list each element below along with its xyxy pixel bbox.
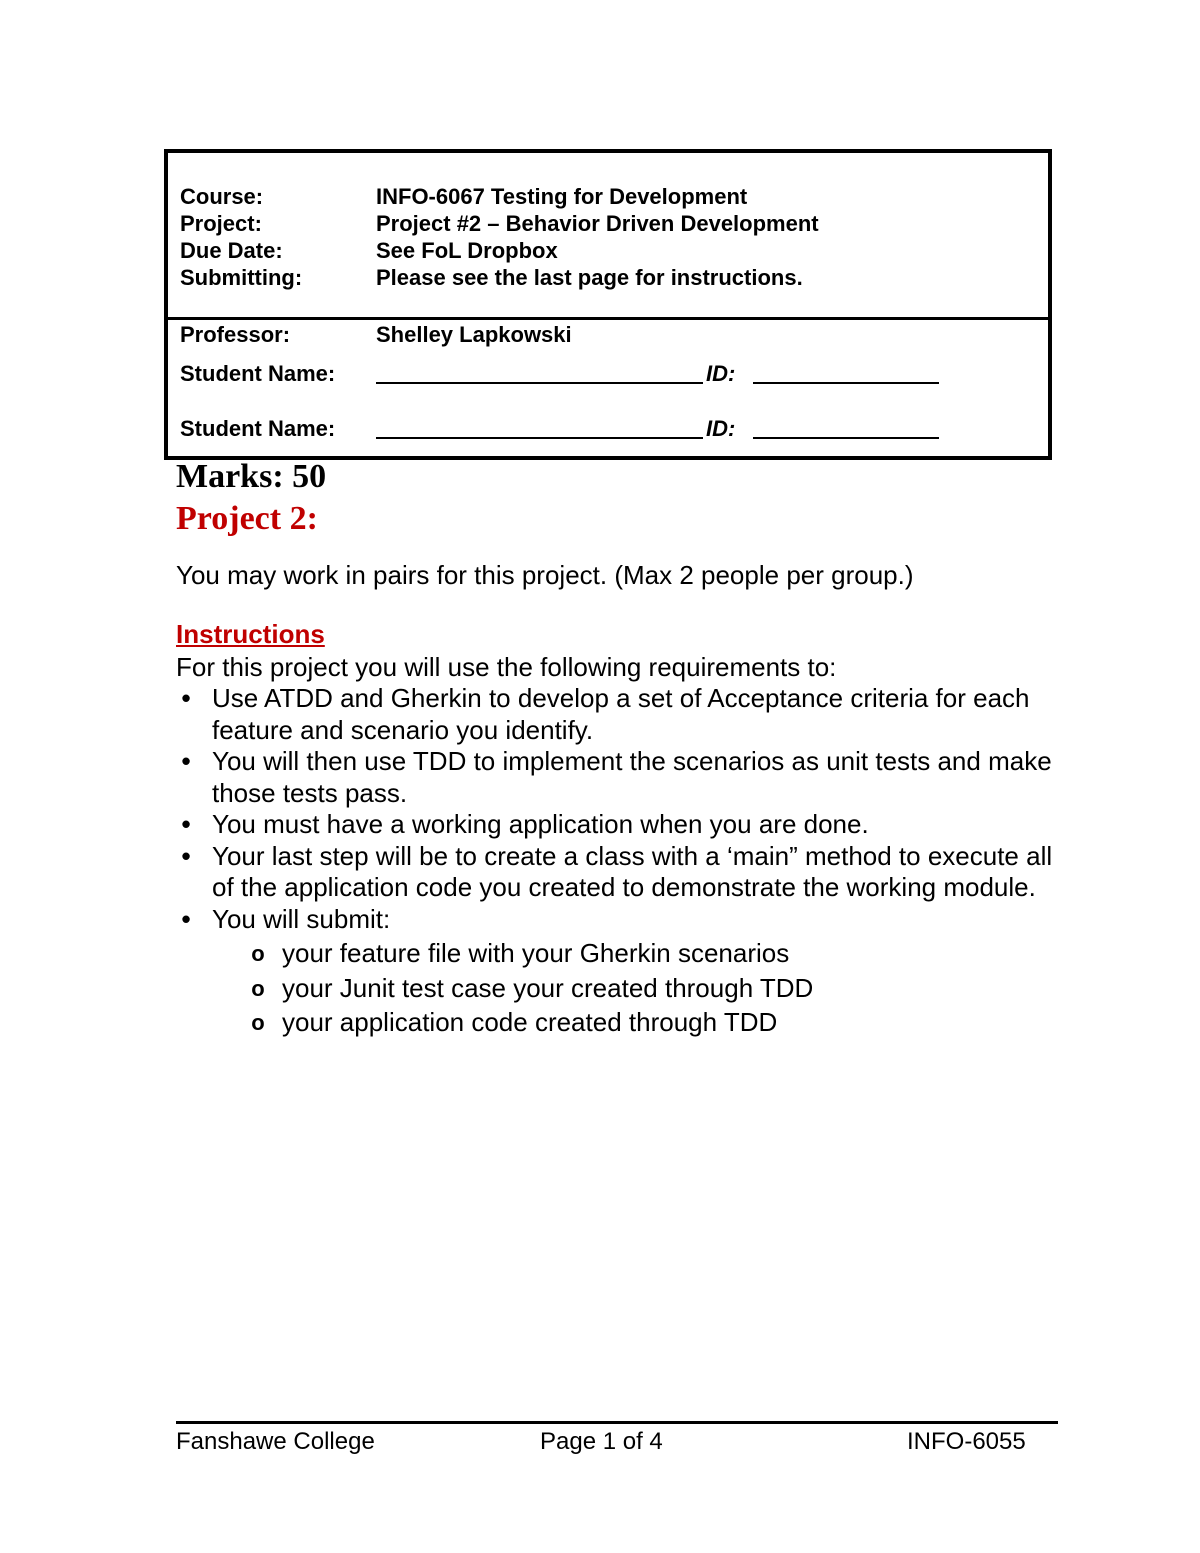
sub-list-item-text: your feature file with your Gherkin scenarios (282, 938, 790, 968)
instructions-list (176, 683, 1056, 1039)
professor-label: Professor: (180, 322, 291, 347)
project-heading: Project 2: (176, 500, 318, 537)
bullet-icon: • (181, 683, 191, 713)
sub-bullet-icon: o (251, 1010, 265, 1035)
instructions-lead: For this project you will use the following requirements to: (176, 652, 837, 682)
professor-value: Shelley Lapkowski (376, 322, 572, 347)
footer-right: INFO-6055 (907, 1428, 1026, 1455)
list-item (176, 904, 1056, 1039)
project-value: Project #2 – Behavior Driven Development (376, 211, 819, 236)
student-id-field[interactable] (753, 415, 939, 439)
sub-bullet-icon: o (251, 975, 265, 1001)
list-item (176, 746, 1056, 809)
instructions-heading: Instructions (176, 619, 325, 649)
student-id-field[interactable] (753, 360, 939, 384)
project-label: Project: (180, 211, 262, 236)
list-item-text: You will submit: (212, 903, 391, 934)
bullet-icon: • (181, 903, 191, 934)
sub-list-item (212, 973, 1056, 1005)
list-item (176, 841, 1056, 904)
submitting-label: Submitting: (180, 265, 303, 290)
list-item-text: You must have a working application when you are done. (212, 809, 869, 839)
footer-left: Fanshawe College (176, 1428, 375, 1455)
bullet-icon: • (181, 746, 191, 776)
student-id-label: ID: (706, 416, 736, 441)
footer-page-number: Page 1 of 4 (540, 1428, 663, 1455)
student-id-label: ID: (706, 361, 736, 386)
course-value: INFO-6067 Testing for Development (376, 184, 748, 209)
list-item-text: Use ATDD and Gherkin to develop a set of Acceptance criteria for each feature and scenario you identify. (212, 683, 1030, 745)
student-name-field[interactable] (376, 415, 703, 439)
student-row-2 (180, 415, 1040, 442)
course-info-box (164, 149, 1052, 460)
submission-list (212, 938, 1056, 1039)
student-row-1 (180, 360, 1040, 387)
footer-divider (176, 1421, 1058, 1424)
submitting-value: Please see the last page for instructions. (376, 265, 803, 290)
student-name-label: Student Name: (180, 416, 336, 441)
due-date-value: See FoL Dropbox (376, 238, 558, 263)
sub-list-item-text: your application code created through TDD (282, 1007, 778, 1037)
course-label: Course: (180, 184, 264, 209)
student-name-field[interactable] (376, 360, 703, 384)
list-item (176, 809, 1056, 841)
due-date-label: Due Date: (180, 238, 283, 263)
course-info-top (168, 153, 1048, 320)
sub-list-item-text: your Junit test case your created through TDD (282, 972, 814, 1003)
list-item-text: Your last step will be to create a class with a ‘main” method to execute all of the application code you created to demonstrate the working module. (212, 840, 1053, 902)
sub-list-item (212, 938, 1056, 970)
sub-list-item (212, 1007, 1056, 1039)
list-item (176, 683, 1056, 746)
intro-text: You may work in pairs for this project. (Max 2 people per group.) (176, 560, 914, 590)
marks-heading: Marks: 50 (176, 458, 327, 495)
sub-bullet-icon: o (251, 941, 265, 966)
student-name-label: Student Name: (180, 361, 336, 386)
list-item-text: You will then use TDD to implement the scenarios as unit tests and make those tests pass. (212, 746, 1052, 808)
bullet-icon: • (181, 840, 191, 871)
bullet-icon: • (181, 809, 191, 839)
